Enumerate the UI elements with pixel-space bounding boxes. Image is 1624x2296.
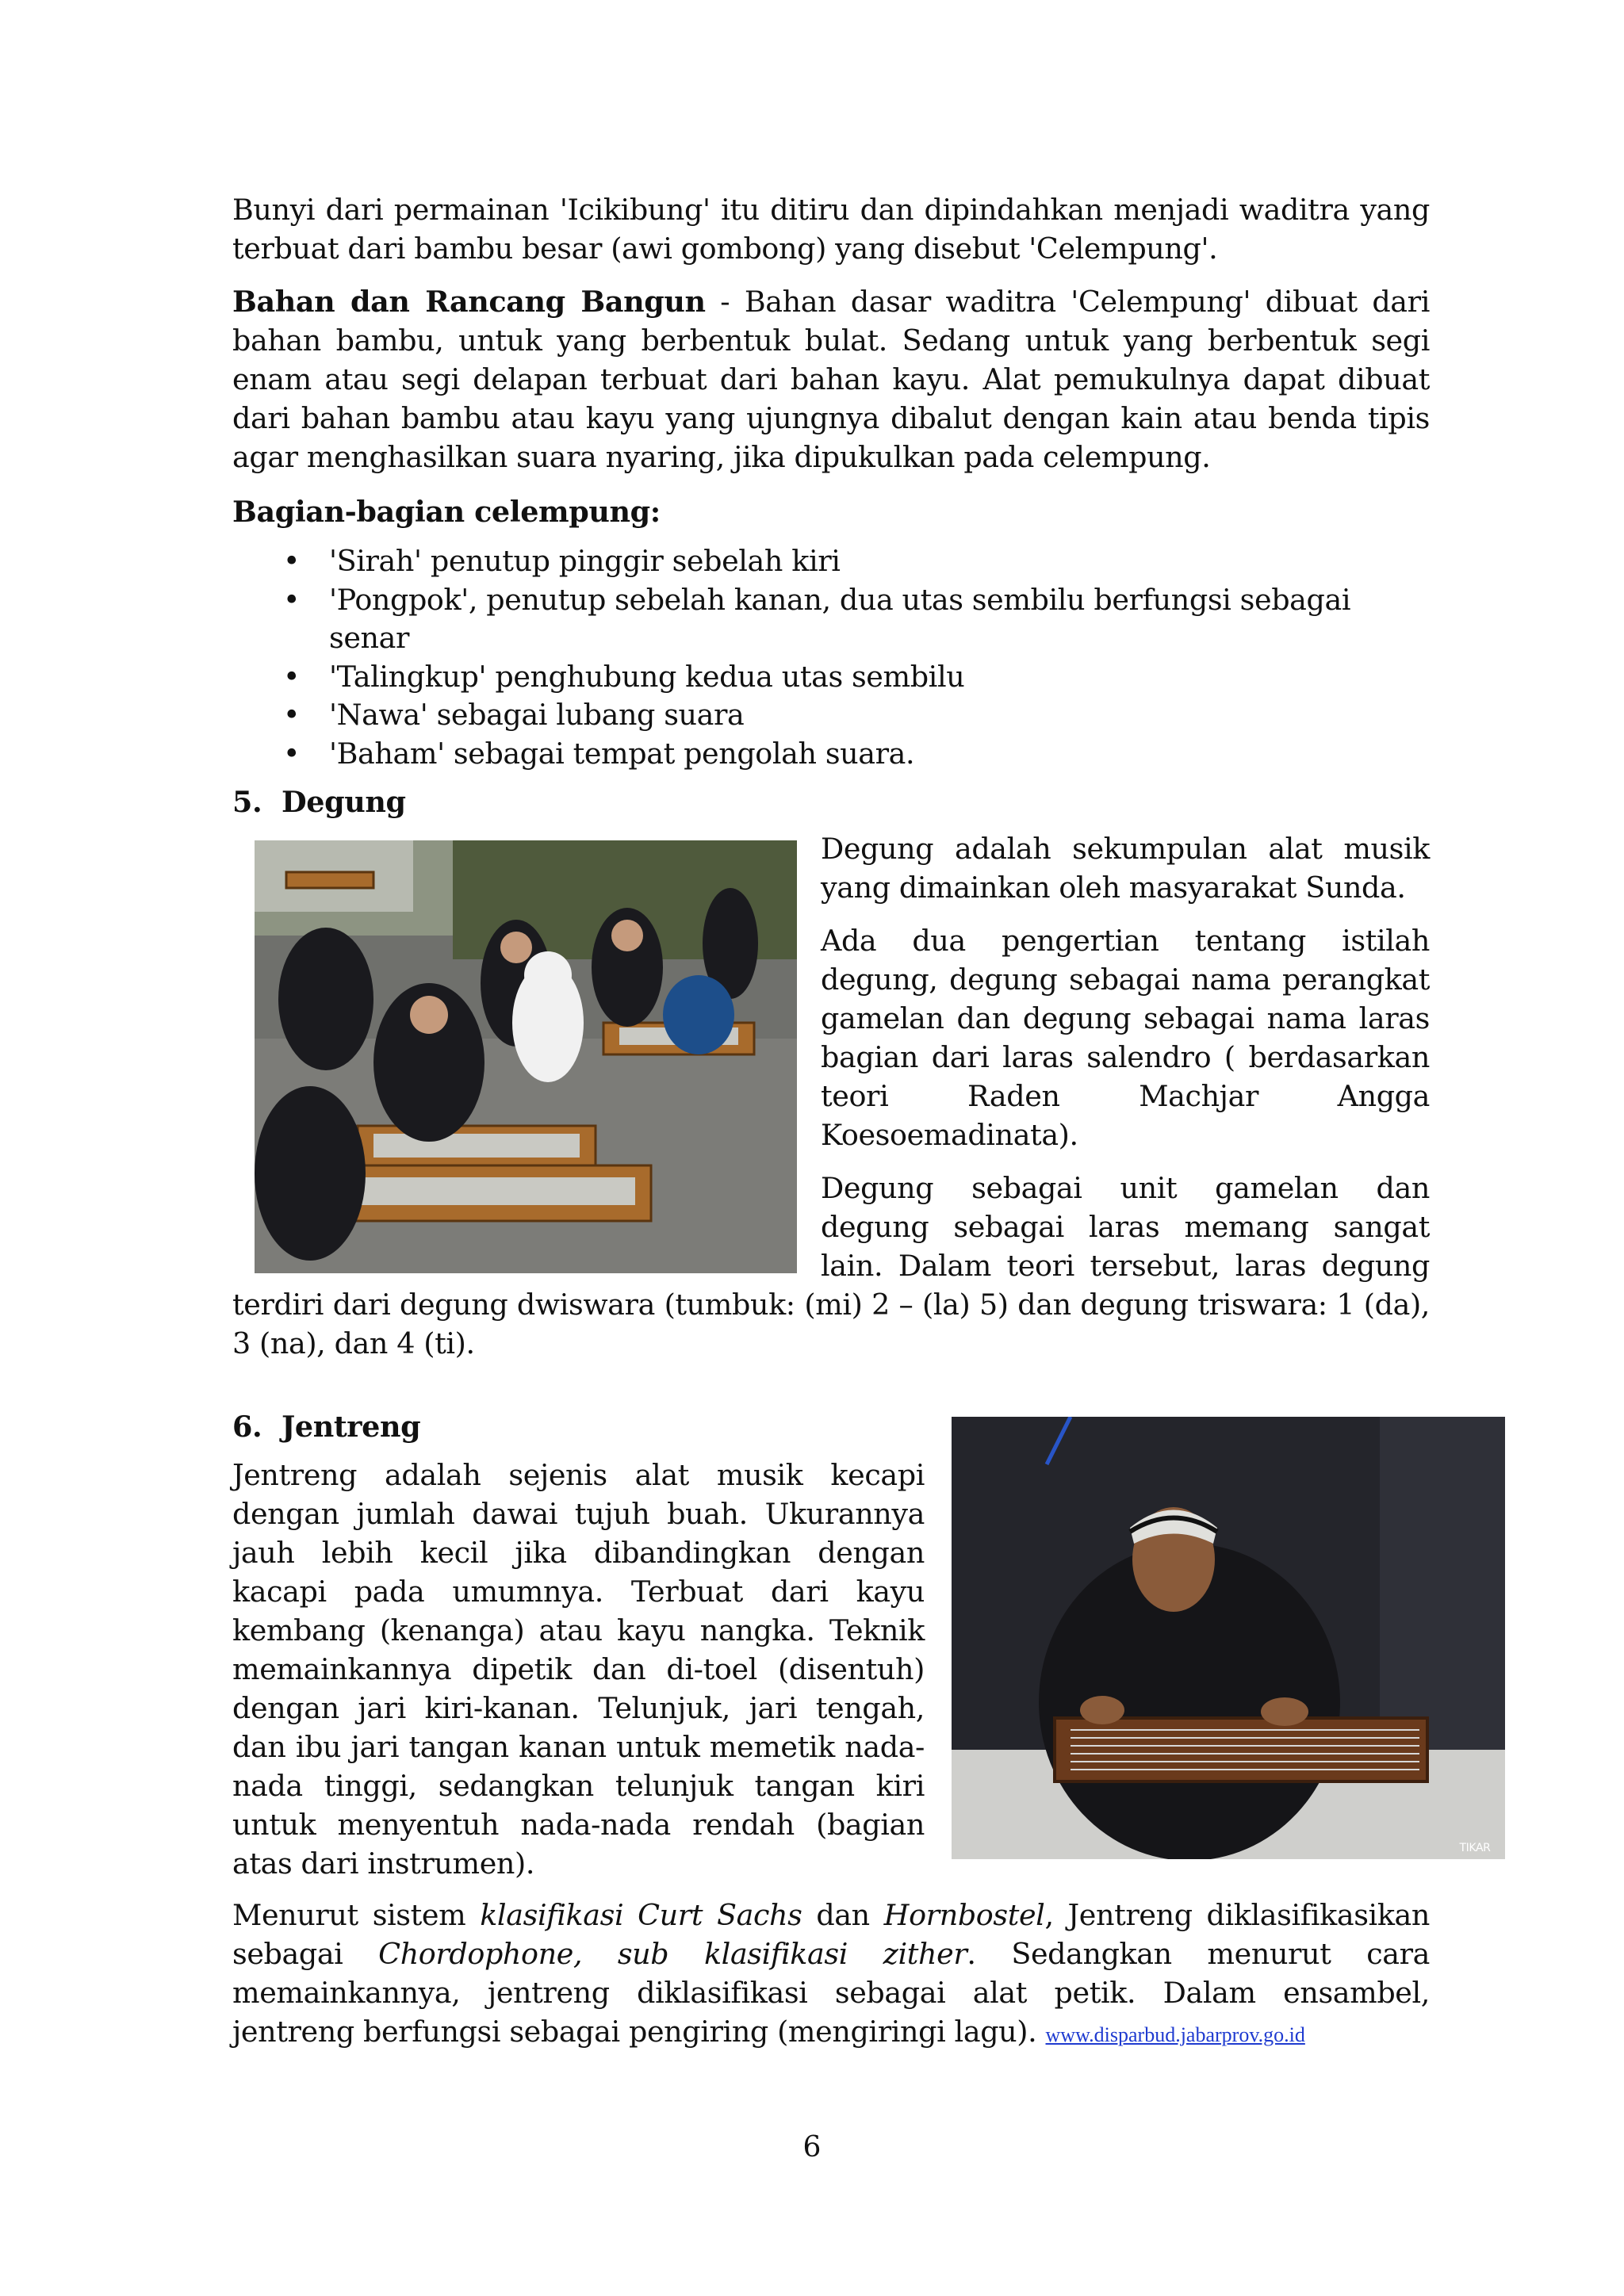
jentreng-photo-image — [952, 1417, 1505, 1859]
tikar-watermark: TIKAR — [1459, 1842, 1491, 1854]
bahan-paragraph — [232, 282, 1430, 476]
list-item — [232, 542, 1430, 581]
page-content — [232, 190, 1491, 2054]
jentreng-paragraph-2: Menurut sistem klasifikasi Curt Sachs dan Hornbostel, Jentreng diklasifikasikan sebagai Chordophone, sub klasifikasi zither. Sedangkan menurut cara memainkannya, jentreng diklasifikasi sebagai alat petik. Dalam ensambel, jentreng berfungsi sebagai pengiring (mengiringi lagu). www.disparbud.jabarprov.go.id — [232, 1898, 1431, 2049]
intro-paragraph: Bunyi dari permainan 'Icikibung' itu ditiru dan dipindahkan menjadi waditra yang terbuat dari bambu besar (awi gombong) yang disebut 'Celempung'. — [232, 193, 1430, 266]
list-item-text: 'Baham' sebagai tempat pengolah suara. — [329, 736, 915, 771]
list-item-text: 'Nawa' sebagai lubang suara — [329, 698, 745, 732]
page-number: 6 — [802, 2131, 822, 2164]
list-item-text: 'Sirah' penutup pinggir sebelah kiri — [329, 544, 841, 578]
bullet: • — [283, 698, 301, 732]
jentreng-photo — [952, 1417, 1505, 1859]
list-item-text: 'Pongpok', penutup sebelah kanan, dua utas sembilu berfungsi sebagai senar — [329, 582, 1351, 655]
degung-photo — [255, 840, 797, 1273]
bagian-title: Bagian-bagian celempung: — [232, 495, 661, 529]
bullet: • — [283, 736, 301, 771]
bahan-title: Bahan dan Rancang Bangun — [232, 285, 706, 319]
degung-paragraph-1: Degung adalah sekumpulan alat musik yang dimainkan oleh masyarakat Sunda. — [821, 832, 1430, 905]
degung-number: 5. — [232, 785, 262, 819]
jentreng-paragraph-1: Jentreng adalah sejenis alat musik kecapi dengan jumlah dawai tujuh buah. Ukurannya jauh lebih kecil jika dibandingkan dengan kacapi pada umumnya. Terbuat dari kayu kembang (kenanga) atau kayu nangka. Teknik memainkannya dipetik dan di-toel (disentuh) dengan jari kiri-kanan. Telunjuk, jari tengah, dan ibu jari tangan kanan untuk memetik nada-nada tinggi, sedangkan telunjuk tangan kiri untuk menyentuh nada-nada rendah (bagian atas dari instrumen). — [232, 1458, 925, 1881]
list-item-text: 'Talingkup' penghubung kedua utas sembilu — [329, 659, 965, 694]
degung-paragraph-3: Degung sebagai unit gamelan dan degung sebagai laras memang sangat lain. Dalam teori tersebut, laras degung terdiri dari degung dwiswara (tumbuk: (mi) 2 – (la) 5) dan degung triswara: 1 (da), 3 (na), dan 4 (ti). — [232, 1171, 1430, 1360]
bahan-text: - Bahan dasar waditra 'Celempung' dibuat dari bahan bambu, untuk yang berbentuk bulat. Sedang untuk yang berbentuk segi enam atau segi delapan terbuat dari bahan kayu. Alat pemukulnya dapat dibuat dari bahan bambu atau kayu yang ujungnya dibalut dengan kain atau benda tipis agar menghasilkan suara nyaring, jika dipukulkan pada celempung. — [232, 285, 1430, 474]
bullet: • — [283, 659, 301, 694]
degung-paragraph-2: Ada dua pengertian tentang istilah degung, degung sebagai nama perangkat gamelan dan degung sebagai nama laras bagian dari laras salendro ( berdasarkan teori Raden Machjar Angga Koesoemadinata). — [821, 924, 1430, 1152]
bagian-list — [232, 542, 1430, 773]
list-item — [232, 696, 1430, 735]
jentreng-number: 6. — [232, 1410, 262, 1444]
list-item — [232, 735, 1430, 774]
list-item — [232, 581, 1430, 658]
list-item — [232, 658, 1430, 697]
degung-title: Degung — [282, 785, 406, 819]
source-link[interactable]: www.disparbud.jabarprov.go.id — [1045, 2023, 1305, 2046]
bullet: • — [283, 582, 301, 617]
degung-photo-image — [255, 840, 797, 1273]
bullet: • — [283, 544, 301, 578]
jentreng-title: Jentreng — [282, 1410, 421, 1444]
degung-heading — [232, 783, 1430, 821]
